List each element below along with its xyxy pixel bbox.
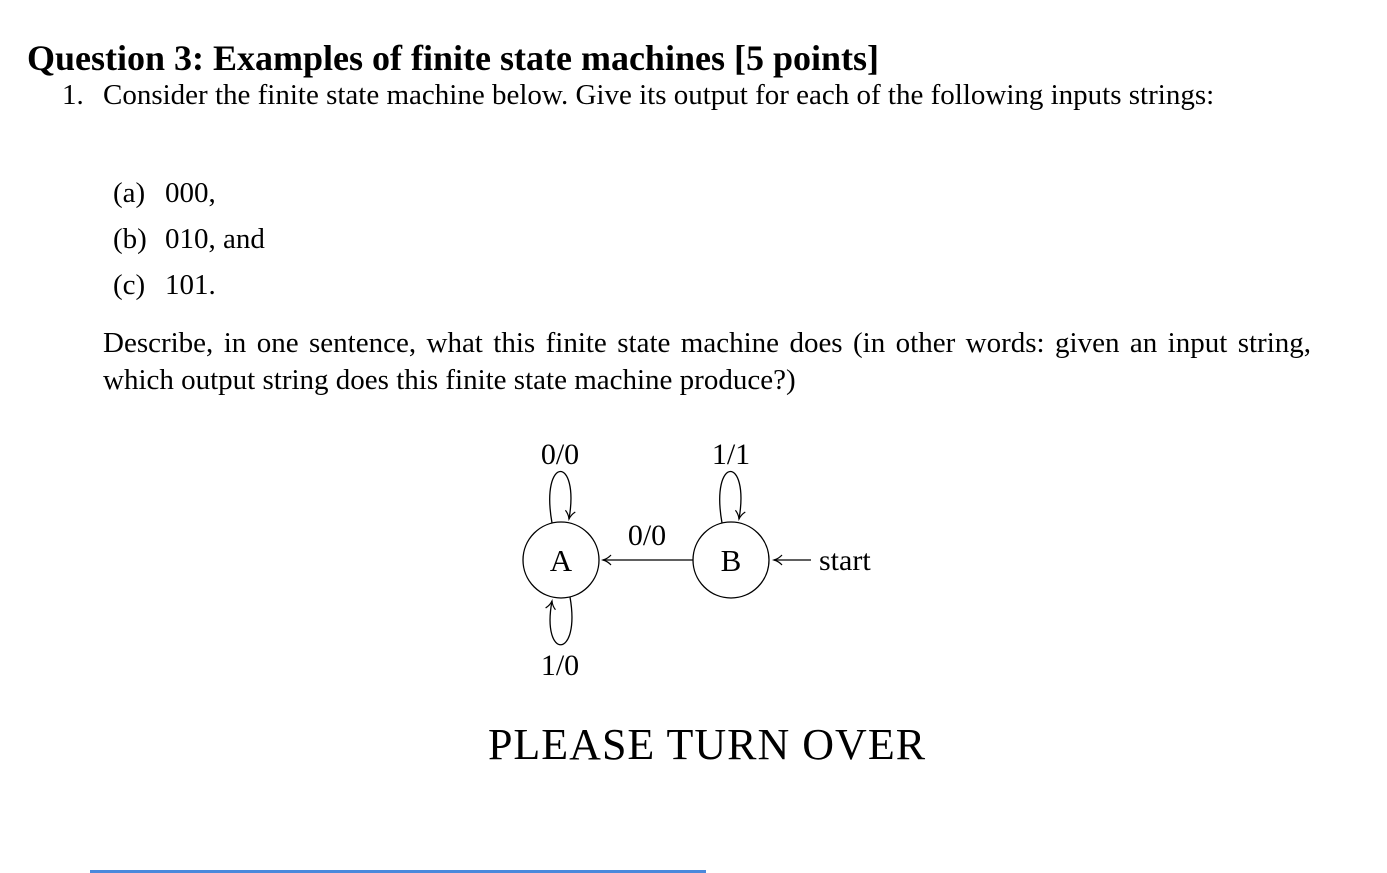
fsm-diagram <box>450 425 920 690</box>
item-label: (b) <box>113 223 147 255</box>
edge-label-a-top: 0/0 <box>540 438 580 471</box>
item-text: 000, <box>165 177 216 209</box>
item-text: 010, and <box>165 223 265 255</box>
question-describe: Describe, in one sentence, what this finite state machine does (in other words: given an input string, which output string does this finite state machine produce?) <box>103 327 1311 396</box>
list-item <box>113 175 265 212</box>
question-item-1 <box>62 77 1313 114</box>
question-title: Question 3: Examples of finite state machines [5 points] <box>27 38 879 79</box>
self-loop-a-top <box>550 471 571 523</box>
item-label: (a) <box>113 177 146 209</box>
state-b-label: B <box>720 543 742 578</box>
edge-label-b-to-a: 0/0 <box>627 519 667 552</box>
please-turn-over-note: PLEASE TURN OVER <box>487 720 927 769</box>
question-intro: Consider the finite state machine below. Give its output for each of the following inputs strings: <box>103 79 1215 111</box>
state-a-label: A <box>549 543 573 578</box>
start-label: start <box>819 544 871 577</box>
input-strings-list <box>113 175 265 313</box>
question-item-number: 1. <box>62 79 84 111</box>
edge-label-a-bottom: 1/0 <box>540 649 580 682</box>
item-text: 101. <box>165 269 216 301</box>
self-loop-b-top <box>720 471 741 523</box>
item-label: (c) <box>113 269 146 301</box>
edge-label-b-top: 1/1 <box>711 438 751 471</box>
list-item <box>113 221 265 258</box>
list-item <box>113 267 265 304</box>
self-loop-a-bottom <box>550 597 572 645</box>
